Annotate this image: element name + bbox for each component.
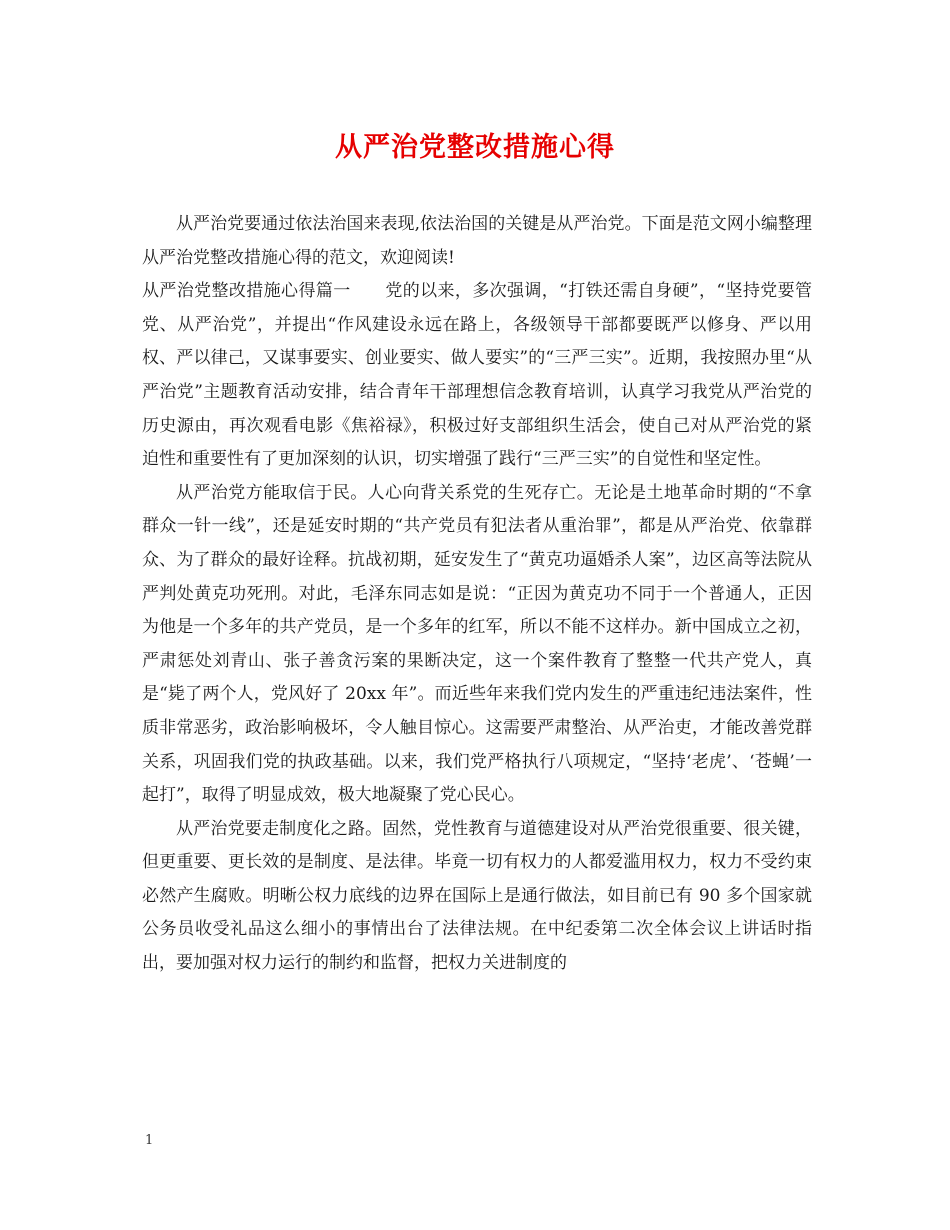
document-body: [142, 208, 812, 981]
body-paragraph-1: 从严治党整改措施心得篇一 党的以来，多次强调，“打铁还需自身硬”，“坚持党要管党、从严治党”，并提出“作风建设永远在路上，各级领导干部都要既严以修身、严以用权、严以律己，又谋事要实、创业要实、做人要实”的“三严三实”。近期，我按照办里“从严治党”主题教育活动安排，结合青年干部理想信念教育培训，认真学习我党从严治党的历史源由，再次观看电影《焦裕禄》，积极过好支部组织生活会，使自己对从严治党的紧迫性和重要性有了更加深刻的认识，切实增强了践行“三严三实”的自觉性和坚定性。: [142, 281, 812, 470]
body-paragraph-3: 从严治党要走制度化之路。固然，党性教育与道德建设对从严治党很重要、很关键，但更重要、更长效的是制度、是法律。毕竟一切有权力的人都爱滥用权力，权力不受约束必然产生腐败。明晰公权力底线的边界在国际上是通行做法，如目前已有 90 多个国家就公务员收受礼品这么细小的事情出台了法律法规。在中纪委第二次全体会议上讲话时指出，要加强对权力运行的制约和监督，把权力关进制度的: [142, 818, 812, 974]
page-number: 1: [145, 1133, 154, 1148]
intro-paragraph: 从严治党要通过依法治国来表现,依法治国的关键是从严治党。下面是范文网小编整理从严治党整改措施心得的范文，欢迎阅读!: [142, 214, 812, 268]
page-title: 从严治党整改措施心得: [335, 132, 615, 163]
body-paragraph-2: 从严治党方能取信于民。人心向背关系党的生死存亡。无论是土地革命时期的“不拿群众一针一线”，还是延安时期的“共产党员有犯法者从重治罪”，都是从严治党、依靠群众、为了群众的最好诠释。抗战初期，延安发生了“黄克功逼婚杀人案”，边区高等法院从严判处黄克功死刑。对此，毛泽东同志如是说：“正因为黄克功不同于一个普通人，正因为他是一个多年的共产党员，是一个多年的红军，所以不能不这样办。新中国成立之初，严肃惩处刘青山、张子善贪污案的果断决定，这一个案件教育了整整一代共产党人，真是“毙了两个人，党风好了 20xx 年”。而近些年来我们党内发生的严重违纪违法案件，性质非常恶劣，政治影响极坏，令人触目惊心。这需要严肃整治、从严治吏，才能改善党群关系，巩固我们党的执政基础。以来，我们党严格执行八项规定，“坚持‘老虎’、‘苍蝇’一起打”，取得了明显成效，极大地凝聚了党心民心。: [142, 482, 812, 806]
